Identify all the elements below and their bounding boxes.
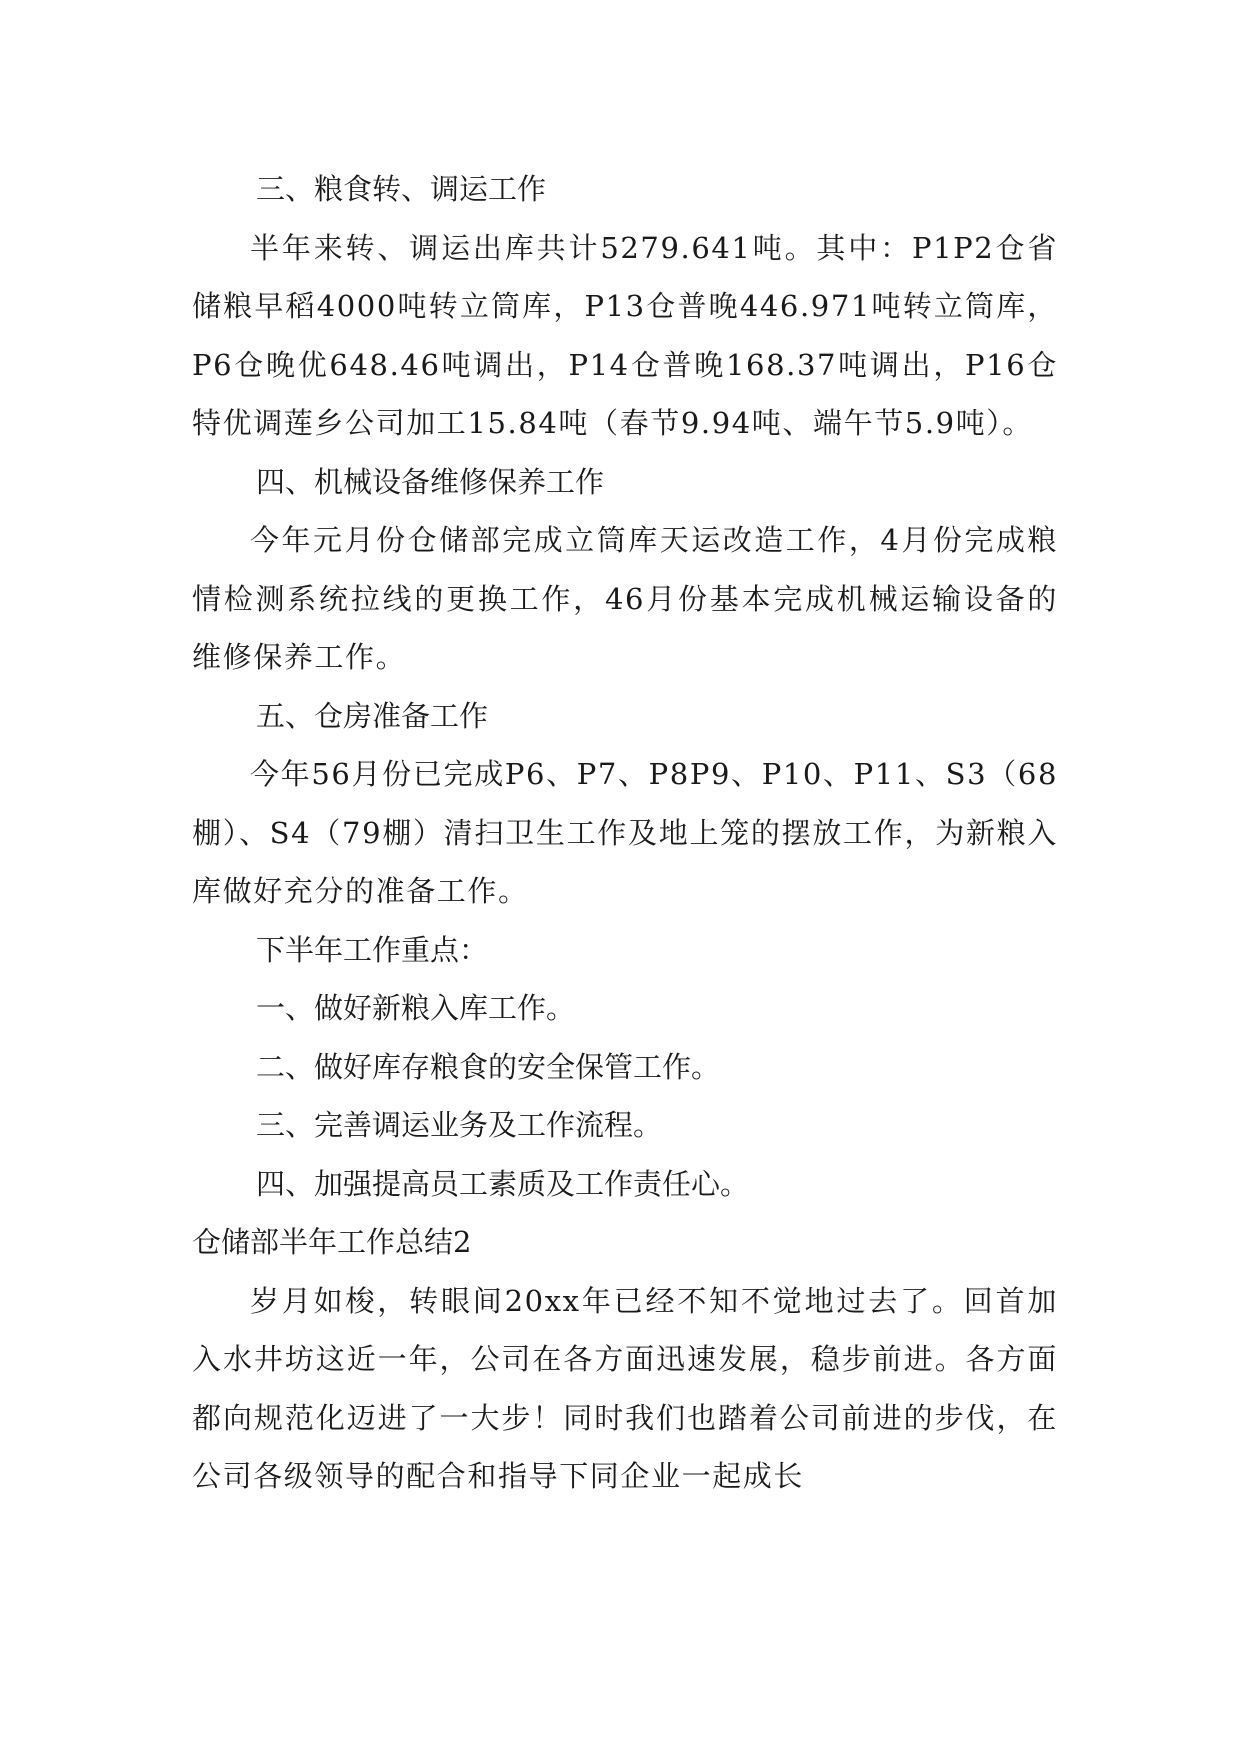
- next-half-heading: 下半年工作重点：: [256, 932, 489, 967]
- focus-item-2: 二、做好库存粮食的安全保管工作。: [256, 1049, 721, 1084]
- paragraph-summary-2: 岁月如梭，转眼间20xx年已经不知不觉地过去了。回首加入水井坊这近一年，公司在各方面迅速发展，稳步前进。各方面都向规范化迈进了一大步！同时我们也踏着公司前进的步伐，在公司各级领导的配合和指导下同企业一起成长: [192, 1283, 1058, 1493]
- paragraph-transport: 半年来转、调运出库共计5279.641吨。其中：P1P2仓省储粮早稻4000吨转立筒库，P13仓普晚446.971吨转立筒库，P6仓晚优648.46吨调出，P14仓普晚168.37吨调出，P16仓特优调莲乡公司加工15.84吨（春节9.94吨、端午节5.9吨）。: [192, 230, 1058, 440]
- focus-item-3: 三、完善调运业务及工作流程。: [256, 1108, 663, 1142]
- section-heading-warehouse: 五、仓房准备工作: [256, 698, 489, 733]
- focus-item-1: 一、做好新粮入库工作。: [256, 991, 576, 1025]
- summary-2-title: 仓储部半年工作总结2: [192, 1225, 472, 1259]
- document-page: [192, 160, 1058, 1506]
- paragraph-maintenance: 今年元月份仓储部完成立筒库天运改造工作，4月份完成粮情检测系统拉线的更换工作，46月份基本完成机械运输设备的维修保养工作。: [192, 523, 1058, 674]
- focus-item-4: 四、加强提高员工素质及工作责任心。: [256, 1166, 750, 1201]
- section-heading-maintenance: 四、机械设备维修保养工作: [256, 464, 605, 499]
- paragraph-warehouse: 今年56月份已完成P6、P7、P8P9、P10、P11、S3（68棚）、S4（79棚）清扫卫生工作及地上笼的摆放工作，为新粮入库做好充分的准备工作。: [192, 757, 1058, 908]
- section-heading-transport: 三、粮食转、调运工作: [256, 172, 547, 206]
